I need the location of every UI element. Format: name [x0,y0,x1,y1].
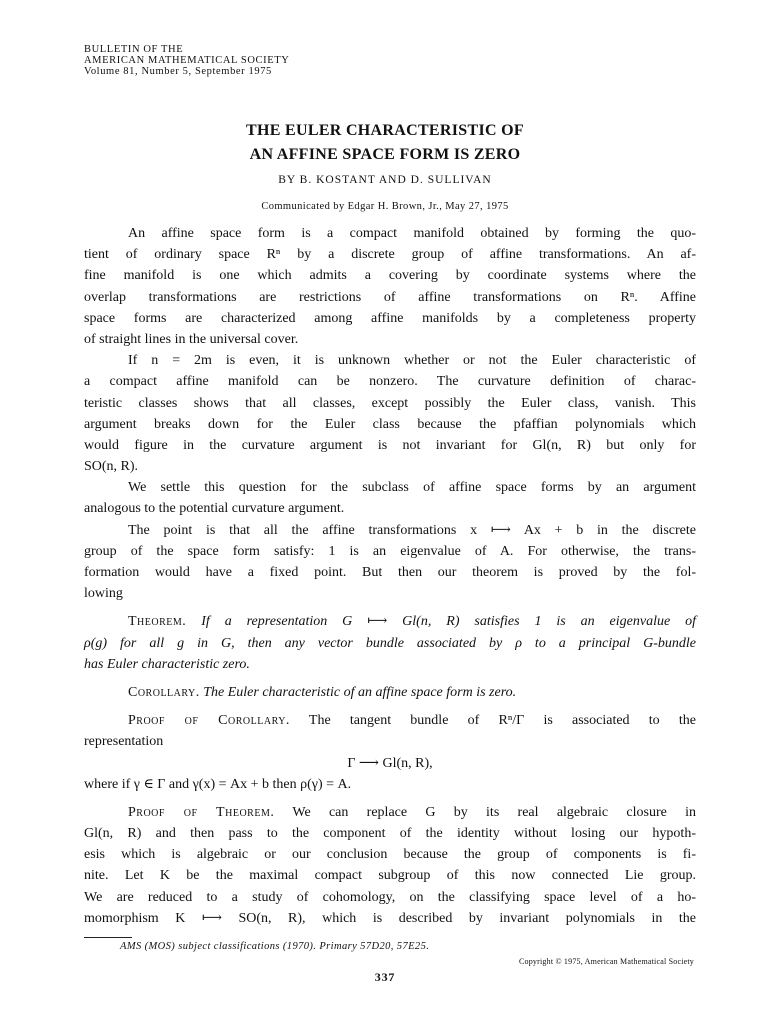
page-number: 337 [374,970,396,984]
body-line: tient of ordinary space Rⁿ by a discrete group of affine transformations. An af- [84,247,696,263]
body-line: of straight lines in the universal cover. [84,331,299,347]
theorem-line [84,611,696,632]
masthead-line-journal: BULLETIN OF THE [84,44,184,55]
body-line: The point is that all the affine transformations x ⟼ Ax + b in the discrete [128,522,696,538]
body-line: An affine space form is a compact manifold obtained by forming the quo- [128,226,696,241]
body-line: SO(n, R). [84,459,139,475]
body-line: teristic classes shows that all classes, except possibly the Euler class, vanish. This [84,395,696,411]
proof-theorem-line: momorphism K ⟼ SO(n, R), which is described by invariant polynomials in the [84,910,696,926]
paper-title-line-2: AN AFFINE SPACE FORM IS ZERO [249,146,521,163]
proof-theorem-line: We are reduced to a study of cohomology, on the classifying space level of a ho- [84,889,696,905]
paper-title-line-1: THE EULER CHARACTERISTIC OF [246,122,524,139]
theorem-line: has Euler characteristic zero. [84,656,250,672]
theorem-text: If a representation G ⟼ Gl(n, R) satisfies 1 is an eigenvalue of [201,614,696,630]
proof-corollary-line: where if γ ∈ Γ and γ(x) = Ax + b then ρ(γ) = A. [84,776,352,792]
masthead-line-volume: Volume 81, Number 5, September 1975 [84,66,272,77]
theorem-line: ρ(g) for all g in G, then any vector bundle associated by ρ to a principal G-bundle [84,635,696,651]
theorem-label: Theorem. [128,614,187,630]
body-line: formation would have a fixed point. But then our theorem is proved by the fol- [84,565,696,580]
body-line: space forms are characterized among affine manifolds by a completeness property [84,310,696,326]
communicated-by: Communicated by Edgar H. Brown, Jr., May 27, 1975 [261,201,509,212]
proof-theorem-line: Gl(n, R) and then pass to the component of the identity without losing our hypoth- [84,826,696,842]
subject-classification-footnote: AMS (MOS) subject classifications (1970). Primary 57D20, 57E25. [120,941,430,952]
display-equation: Γ ⟶ Gl(n, R), [347,755,433,771]
proof-corollary-line: Proof of Corollary. The tangent bundle of Rⁿ/Γ is associated to the [128,713,696,729]
body-line: analogous to the potential curvature argument. [84,501,345,517]
corollary-line [84,682,696,703]
masthead-line-society: AMERICAN MATHEMATICAL SOCIETY [84,55,290,66]
body-line: We settle this question for the subclass of affine space forms by an argument [128,480,696,496]
paper-authors: BY B. KOSTANT AND D. SULLIVAN [278,174,492,186]
proof-corollary-label: Proof of Corollary. [128,713,290,729]
copyright-notice: Copyright © 1975, American Mathematical Society [519,957,694,966]
paper-body [84,223,696,929]
body-line: fine manifold is one which admits a covering by coordinate systems where the [84,268,696,284]
body-line: group of the space form satisfy: 1 is an eigenvalue of A. For otherwise, the trans- [84,543,696,559]
body-line: a compact affine manifold can be nonzero. The curvature definition of charac- [84,374,696,390]
proof-corollary-line: representation [84,734,164,750]
corollary-text: The Euler characteristic of an affine space form is zero. [203,684,517,700]
corollary-label: Corollary. [128,684,200,700]
proof-theorem-line: esis which is algebraic or our conclusion because the group of components is fi- [84,847,696,863]
proof-theorem-line: Proof of Theorem. We can replace G by its real algebraic closure in [128,804,697,820]
body-line: would figure in the curvature argument is not invariant for Gl(n, R) but only for [84,437,696,453]
body-line: lowing [84,586,123,602]
body-line: overlap transformations are restrictions of affine transformations on Rⁿ. Affine [84,289,696,305]
body-line: argument breaks down for the Euler class because the pfaffian polynomials which [84,416,696,432]
proof-theorem-label: Proof of Theorem. [128,804,275,820]
proof-theorem-line: nite. Let K be the maximal compact subgroup of this now connected Lie group. [84,868,696,884]
body-line: If n = 2m is even, it is unknown whether or not the Euler characteristic of [128,353,696,369]
footnote-rule [84,937,132,938]
journal-masthead [84,44,289,77]
